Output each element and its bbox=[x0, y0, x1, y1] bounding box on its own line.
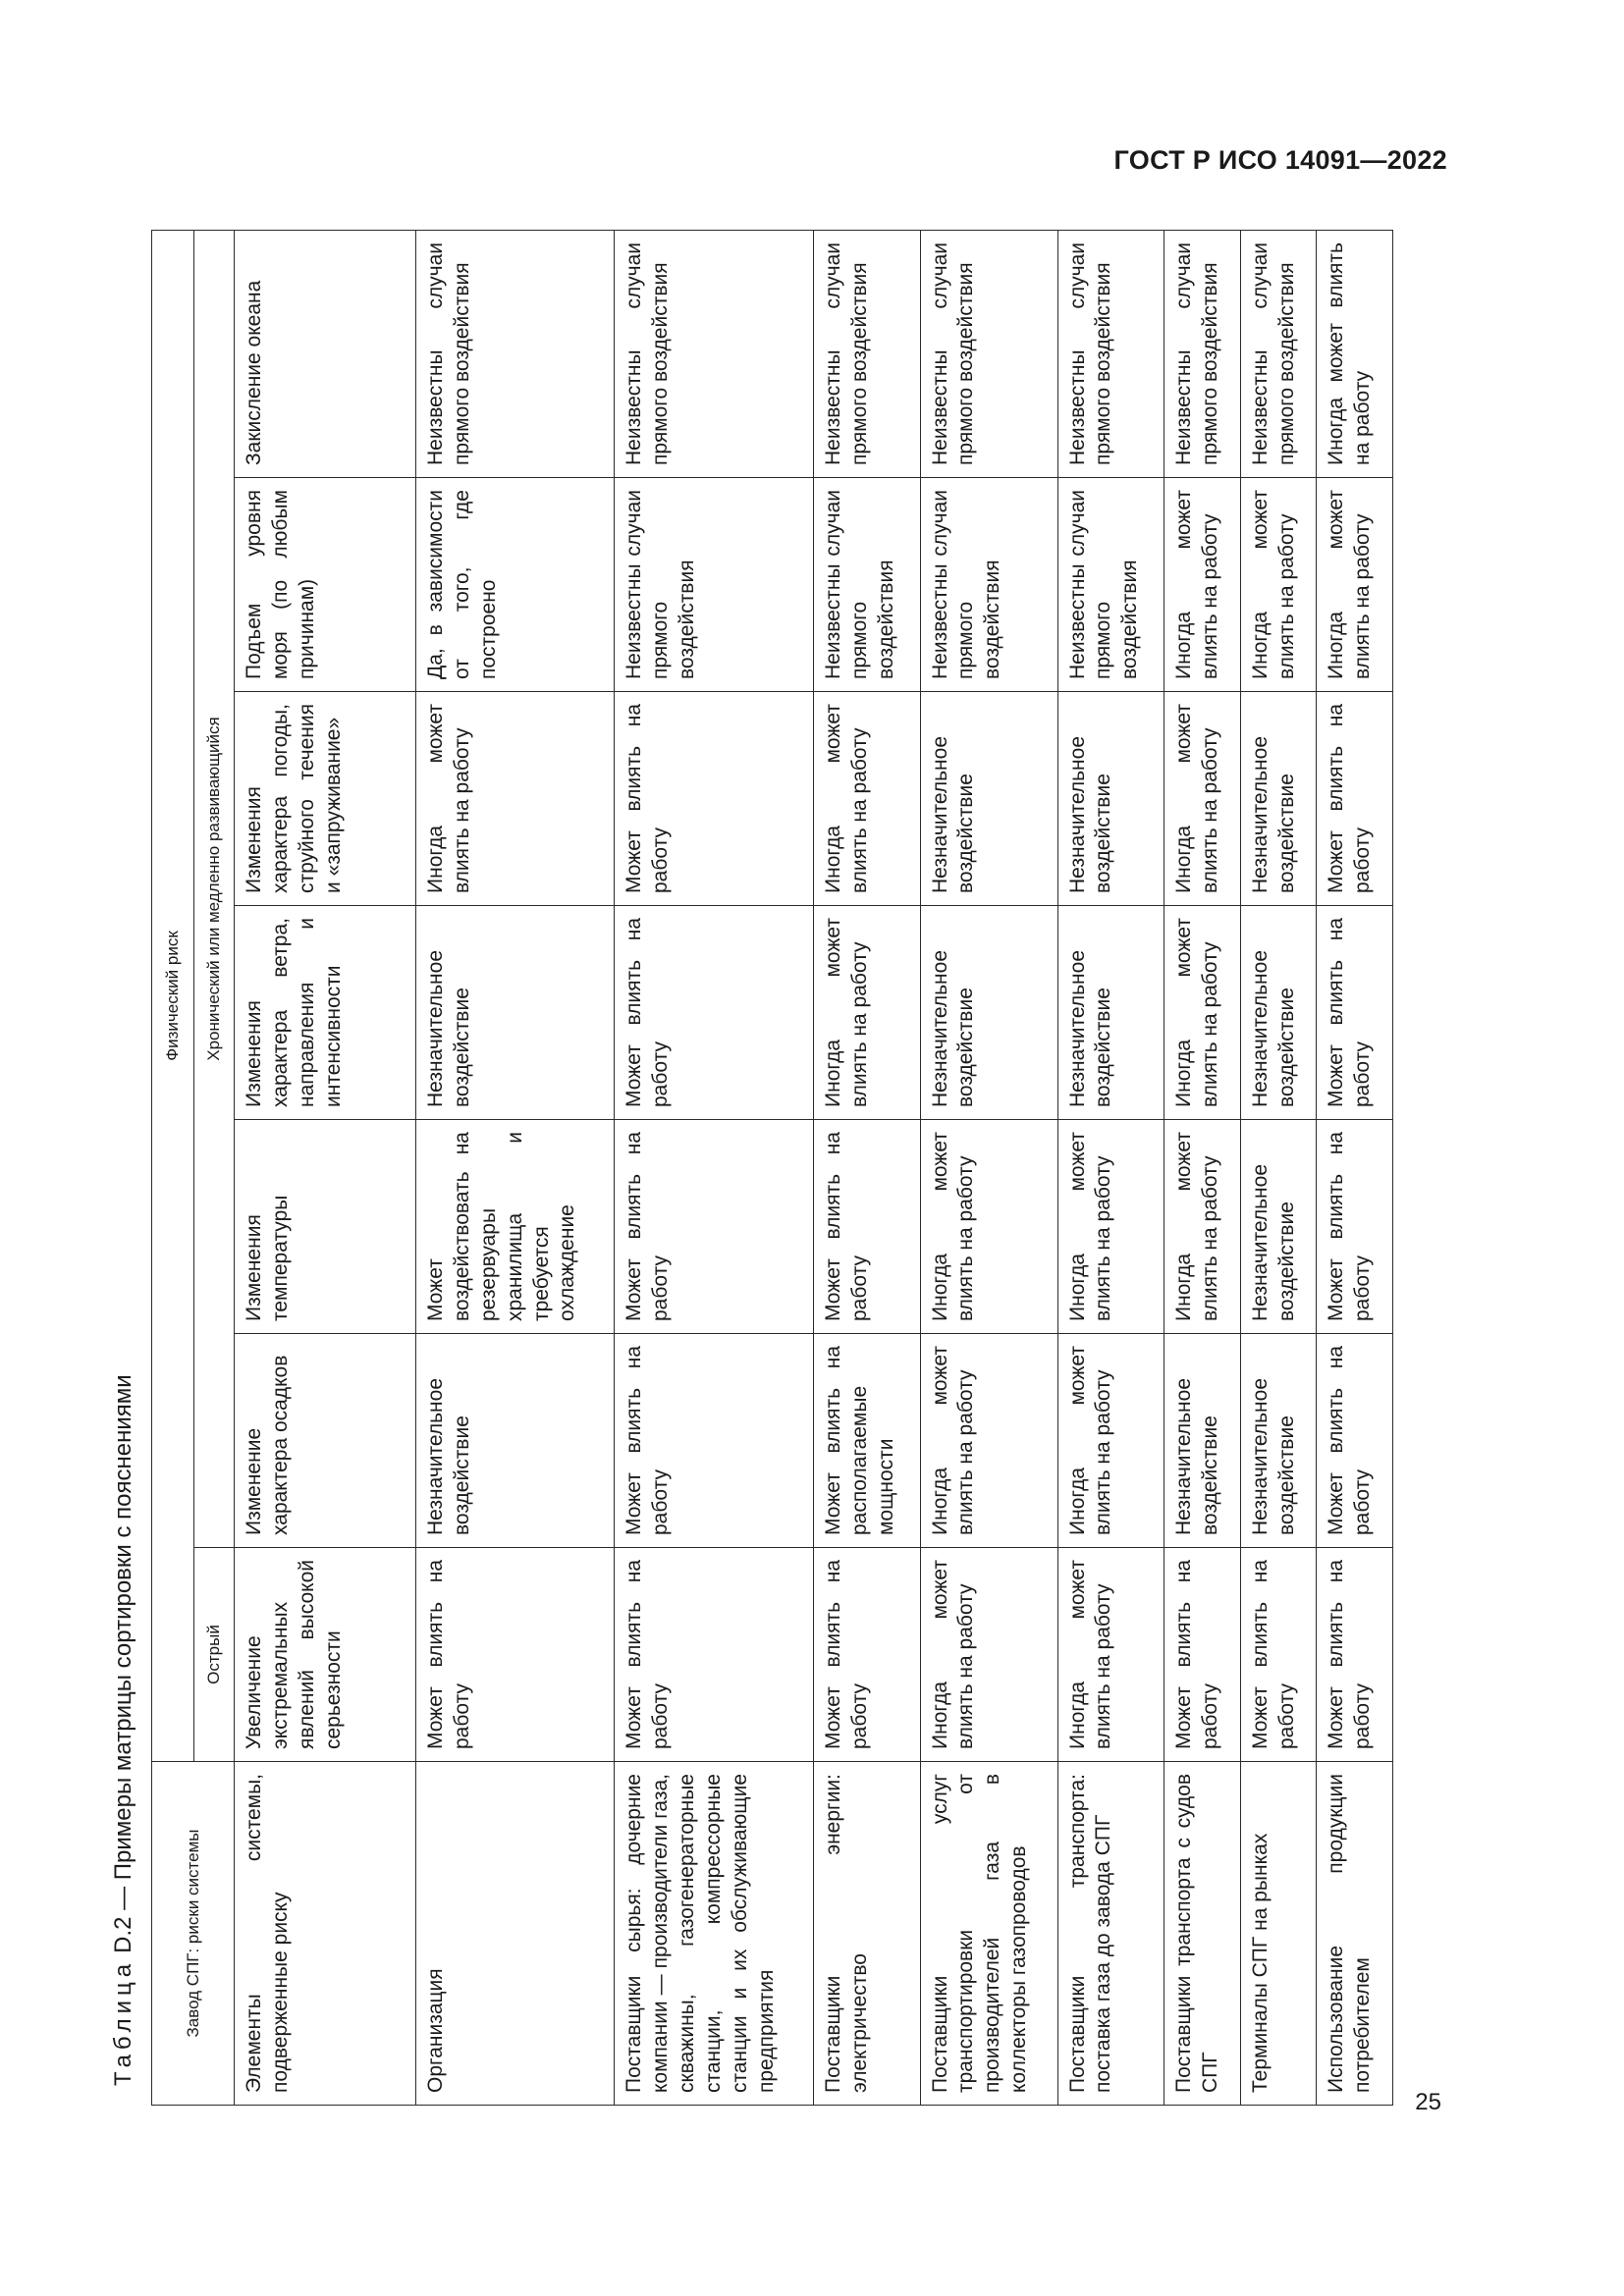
sorting-matrix-table bbox=[151, 230, 1393, 2106]
table-cell: Может влиять на работу bbox=[1317, 1334, 1393, 1548]
table-cell: Незначительное воздействие bbox=[1240, 692, 1317, 906]
table-cell: Иногда может влиять на работу bbox=[1240, 478, 1317, 692]
table-cell: Незначительное воздействие bbox=[1240, 1334, 1317, 1548]
table-body bbox=[235, 231, 1393, 2106]
table-cell: Неизвестны случаи прямого воздействия bbox=[920, 478, 1057, 692]
table-cell: Может влиять на работу bbox=[1317, 692, 1393, 906]
standard-designation: ГОСТ Р ИСО 14091—2022 bbox=[1113, 145, 1447, 175]
table-cell: Иногда может влиять на работу bbox=[1317, 478, 1393, 692]
table-cell: Может влиять на работу bbox=[813, 1548, 920, 1762]
table-cell: Может влиять на располагаемые мощности bbox=[813, 1334, 920, 1548]
table-cell: Иногда может влиять на работу bbox=[1164, 1120, 1241, 1334]
column-title-ocean-acidification: Закисление океана bbox=[235, 231, 416, 478]
row-element: Использование продукции потребителем bbox=[1317, 1762, 1393, 2106]
table-cell: Может влиять на работу bbox=[615, 692, 813, 906]
table-cell: Незначительное воздействие bbox=[1057, 692, 1164, 906]
table-cell: Незначительное воздействие bbox=[920, 906, 1057, 1120]
column-title-wind: Изменения характера ветра, направления и интенсивности bbox=[235, 906, 416, 1120]
table-cell: Может влиять на работу bbox=[1317, 1548, 1393, 1762]
header-acute: Острый bbox=[194, 1548, 235, 1762]
column-title-extreme-events: Увеличение экстремальных явлений высокой серьезности bbox=[235, 1548, 416, 1762]
table-cell: Неизвестны случаи прямого воздействия bbox=[813, 478, 920, 692]
column-title-temperature: Изменения температуры bbox=[235, 1120, 416, 1334]
rotated-table-area bbox=[110, 231, 1406, 2106]
table-cell: Иногда может влиять на работу bbox=[1057, 1334, 1164, 1548]
table-cell: Иногда может влиять на работу bbox=[1164, 906, 1241, 1120]
table-cell: Может влиять на работу bbox=[1317, 906, 1393, 1120]
table-cell: Неизвестны случаи прямого воздействия bbox=[1240, 231, 1317, 478]
table-cell: Может влиять на работу bbox=[615, 1548, 813, 1762]
row-element: Поставщики сырья: дочерние компании — производители газа, скважины, газогенераторные станции, компрессорные станции и их обслуживающие предприятия bbox=[615, 1762, 813, 2106]
table-cell: Иногда может влиять на работу bbox=[813, 692, 920, 906]
table-cell: Иногда может влиять на работу bbox=[416, 692, 615, 906]
row-element: Организация bbox=[416, 1762, 615, 2106]
table-cell: Может влиять на работу bbox=[1240, 1548, 1317, 1762]
table-row bbox=[1317, 231, 1393, 2106]
table-cell: Да, в зависимости от того, где построено bbox=[416, 478, 615, 692]
table-row-column-titles bbox=[235, 231, 416, 2106]
table-row bbox=[615, 231, 813, 2106]
table-cell: Неизвестны случаи прямого воздействия bbox=[1057, 478, 1164, 692]
table-row bbox=[813, 231, 920, 2106]
table-cell: Может влиять на работу bbox=[1164, 1548, 1241, 1762]
caption-text: D.2 — Примеры матрицы сортировки с пояснениями bbox=[110, 1374, 136, 1953]
header-physical-risk: Физический риск bbox=[152, 231, 194, 1762]
table-cell: Неизвестны случаи прямого воздействия bbox=[813, 231, 920, 478]
table-row bbox=[920, 231, 1057, 2106]
table-cell: Может влиять на работу bbox=[615, 906, 813, 1120]
row-element: Поставщики транспорта с судов СПГ bbox=[1164, 1762, 1241, 2106]
table-cell: Неизвестны случаи прямого воздействия bbox=[615, 478, 813, 692]
table-cell: Иногда может влиять на работу bbox=[1057, 1120, 1164, 1334]
column-title-sea-level: Подъем уровня моря (по любым причинам) bbox=[235, 478, 416, 692]
table-cell: Иногда может влиять на работу bbox=[920, 1120, 1057, 1334]
row-element: Поставщики транспорта: поставка газа до завода СПГ bbox=[1057, 1762, 1164, 2106]
table-cell: Иногда может влиять на работу bbox=[920, 1334, 1057, 1548]
column-title-elements: Элементы системы, подверженные риску bbox=[235, 1762, 416, 2106]
header-system: Завод СПГ: риски системы bbox=[152, 1762, 235, 2106]
row-element: Поставщики услуг транспортировки от производителей газа в коллекторы газопроводов bbox=[920, 1762, 1057, 2106]
table-cell: Незначительное воздействие bbox=[1057, 906, 1164, 1120]
table-cell: Незначительное воздействие bbox=[1164, 1334, 1241, 1548]
table-cell: Может влиять на работу bbox=[416, 1548, 615, 1762]
table-cell: Может воздействовать на резервуары хранилища и требуется охлаждение bbox=[416, 1120, 615, 1334]
table-cell: Незначительное воздействие bbox=[920, 692, 1057, 906]
table-cell: Может влиять на работу bbox=[615, 1120, 813, 1334]
column-title-precipitation: Изменение характера осадков bbox=[235, 1334, 416, 1548]
column-title-weather: Изменения характера погоды, струйного течения и «запруживание» bbox=[235, 692, 416, 906]
table-cell: Незначительное воздействие bbox=[1240, 906, 1317, 1120]
table-cell: Может влиять на работу bbox=[1317, 1120, 1393, 1334]
table-cell: Неизвестны случаи прямого воздействия bbox=[920, 231, 1057, 478]
header-chronic: Хронический или медленно развивающийся bbox=[194, 231, 235, 1548]
table-row bbox=[1057, 231, 1164, 2106]
table-cell: Неизвестны случаи прямого воздействия bbox=[1057, 231, 1164, 478]
table-cell: Незначительное воздействие bbox=[416, 906, 615, 1120]
table-row bbox=[1240, 231, 1317, 2106]
table-cell: Незначительное воздействие bbox=[416, 1334, 615, 1548]
table-row bbox=[416, 231, 615, 2106]
table-cell: Иногда может влиять на работу bbox=[1057, 1548, 1164, 1762]
row-element: Терминалы СПГ на рынках bbox=[1240, 1762, 1317, 2106]
table-cell: Может влиять на работу bbox=[813, 1120, 920, 1334]
table-cell: Неизвестны случаи прямого воздействия bbox=[615, 231, 813, 478]
table-cell: Иногда может влиять на работу bbox=[1317, 231, 1393, 478]
table-cell: Неизвестны случаи прямого воздействия bbox=[1164, 231, 1241, 478]
table-cell: Незначительное воздействие bbox=[1240, 1120, 1317, 1334]
table-cell: Иногда может влиять на работу bbox=[920, 1548, 1057, 1762]
table-cell: Неизвестны случаи прямого воздействия bbox=[416, 231, 615, 478]
row-element: Поставщики энергии: электричество bbox=[813, 1762, 920, 2106]
table-cell: Иногда может влиять на работу bbox=[1164, 478, 1241, 692]
caption-label: Таблица bbox=[110, 1958, 136, 2086]
table-cell: Иногда может влиять на работу bbox=[813, 906, 920, 1120]
page-number: 25 bbox=[1415, 2089, 1441, 2115]
table-cell: Иногда может влиять на работу bbox=[1164, 692, 1241, 906]
table-row bbox=[1164, 231, 1241, 2106]
table-cell: Может влиять на работу bbox=[615, 1334, 813, 1548]
table-caption bbox=[110, 1374, 137, 2086]
